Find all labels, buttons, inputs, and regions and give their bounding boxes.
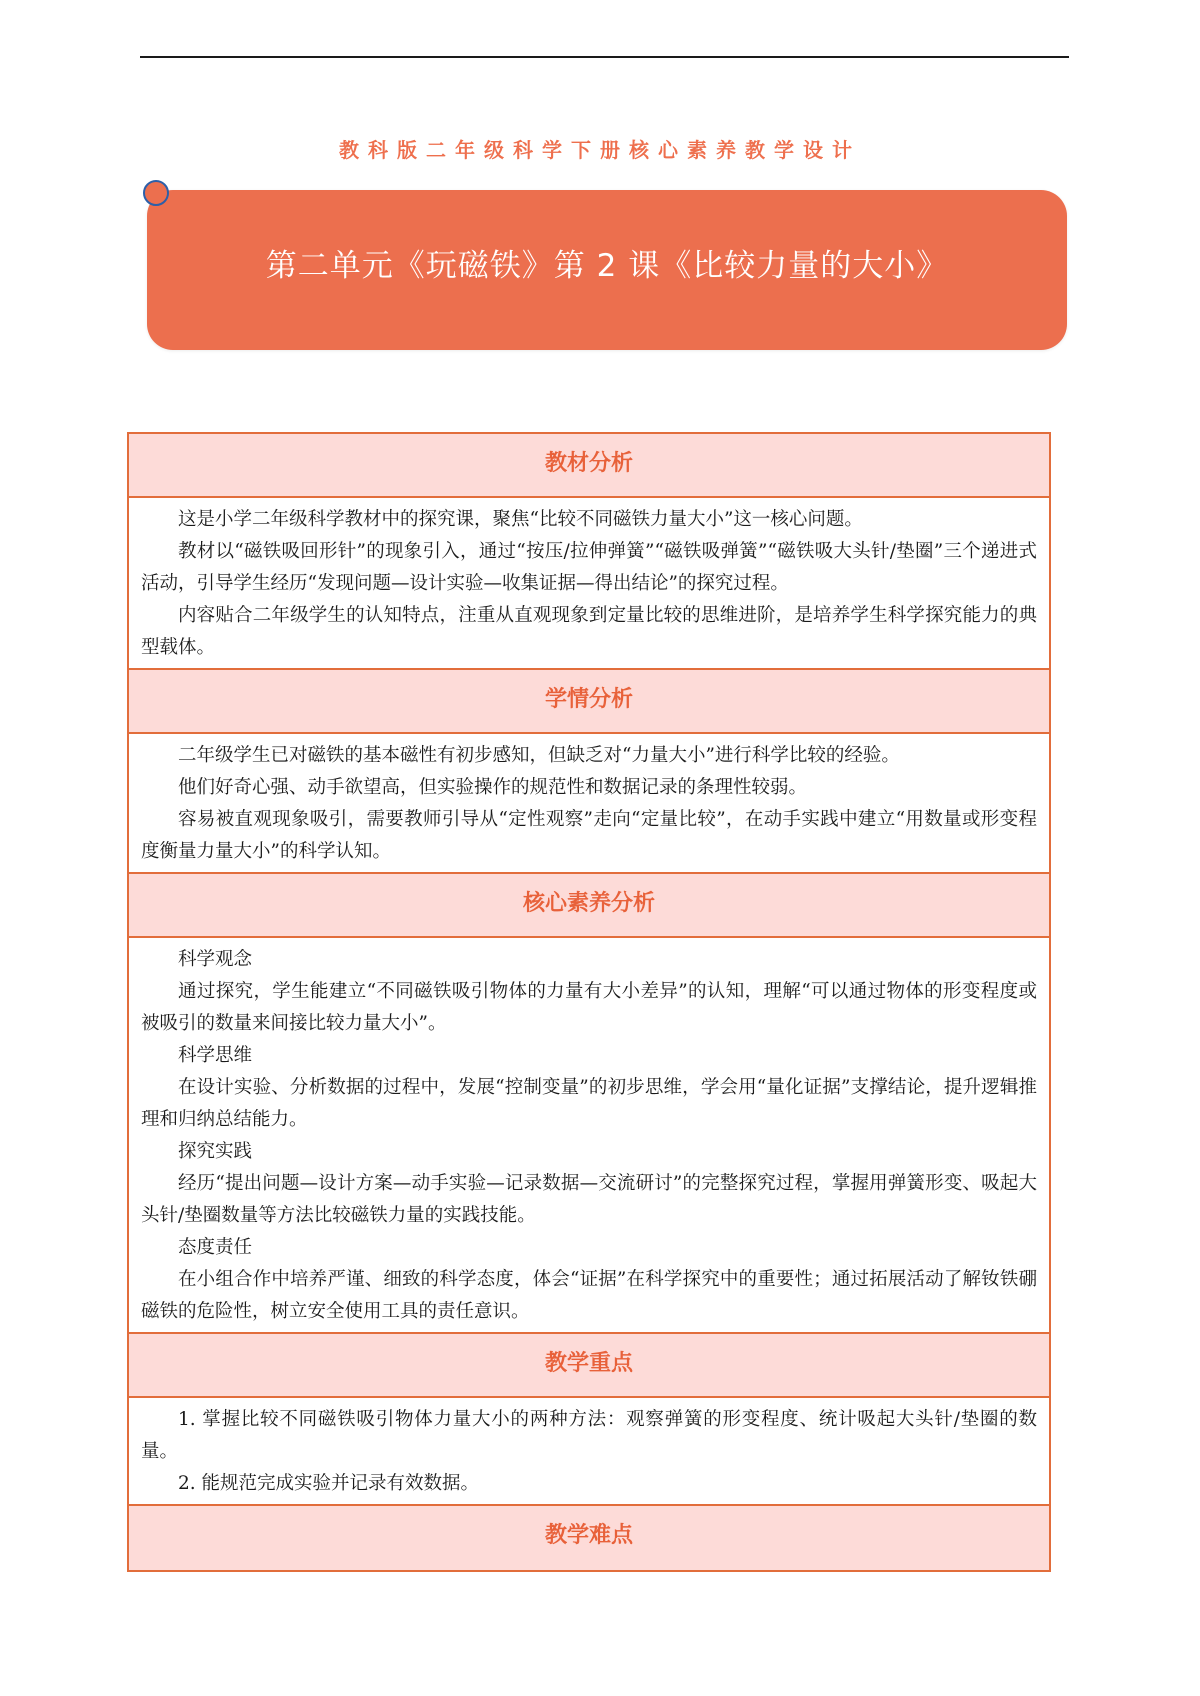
- lesson-title: 第二单元《玩磁铁》第 2 课《比较力量的大小》: [265, 248, 949, 284]
- subheading-inquiry-practice: 探究实践: [178, 1141, 253, 1162]
- subheading-attitude-responsibility: 态度责任: [178, 1237, 253, 1258]
- list-item: 2. 能规范完成实验并记录有效数据。: [178, 1473, 480, 1494]
- section-heading-difficult-points: 教学难点: [129, 1506, 1049, 1570]
- series-title: 教科版二年级科学下册核心素养教学设计: [339, 138, 861, 162]
- section-body-core-literacy: [129, 938, 1049, 1334]
- paragraph: 教材以“磁铁吸回形针”的现象引入，通过“按压/拉伸弹簧”“磁铁吸弹簧”“磁铁吸大头针/垫圈”三个递进式活动，引导学生经历“发现问题—设计实验—收集证据—得出结论”的探究过程。: [141, 541, 1037, 594]
- header-rule: [140, 56, 1069, 58]
- paragraph: 容易被直观现象吸引，需要教师引导从“定性观察”走向“定量比较”，在动手实践中建立“用数量或形变程度衡量力量大小”的科学认知。: [141, 809, 1037, 862]
- section-heading-key-points: 教学重点: [129, 1334, 1049, 1398]
- paragraph: 内容贴合二年级学生的认知特点，注重从直观现象到定量比较的思维进阶，是培养学生科学探究能力的典型载体。: [141, 605, 1037, 658]
- section-heading-core-literacy: 核心素养分析: [129, 874, 1049, 938]
- section-body-key-points: [129, 1398, 1049, 1506]
- paragraph: 在设计实验、分析数据的过程中，发展“控制变量”的初步思维，学会用“量化证据”支撑结论，提升逻辑推理和归纳总结能力。: [141, 1077, 1037, 1130]
- subheading-science-thinking: 科学思维: [178, 1045, 253, 1066]
- section-heading-textbook-analysis: 教材分析: [129, 434, 1049, 498]
- section-body-textbook-analysis: [129, 498, 1049, 670]
- lesson-banner: [147, 190, 1067, 350]
- paragraph: 经历“提出问题—设计方案—动手实验—记录数据—交流研讨”的完整探究过程，掌握用弹簧形变、吸起大头针/垫圈数量等方法比较磁铁力量的实践技能。: [141, 1173, 1037, 1226]
- section-heading-student-analysis: 学情分析: [129, 670, 1049, 734]
- paragraph: 他们好奇心强、动手欲望高，但实验操作的规范性和数据记录的条理性较弱。: [178, 777, 808, 798]
- paragraph: 这是小学二年级科学教材中的探究课，聚焦“比较不同磁铁力量大小”这一核心问题。: [178, 509, 863, 530]
- banner-dot-decoration: [143, 180, 169, 206]
- paragraph: 二年级学生已对磁铁的基本磁性有初步感知，但缺乏对“力量大小”进行科学比较的经验。: [178, 745, 900, 766]
- paragraph: 通过探究，学生能建立“不同磁铁吸引物体的力量有大小差异”的认知，理解“可以通过物体的形变程度或被吸引的数量来间接比较力量大小”。: [141, 981, 1037, 1034]
- list-item: 1. 掌握比较不同磁铁吸引物体力量大小的两种方法：观察弹簧的形变程度、统计吸起大头针/垫圈的数量。: [141, 1409, 1037, 1462]
- section-body-student-analysis: [129, 734, 1049, 874]
- lesson-design-table: [127, 432, 1051, 1572]
- paragraph: 在小组合作中培养严谨、细致的科学态度，体会“证据”在科学探究中的重要性；通过拓展活动了解钕铁硼磁铁的危险性，树立安全使用工具的责任意识。: [141, 1269, 1037, 1322]
- subheading-science-concept: 科学观念: [178, 949, 253, 970]
